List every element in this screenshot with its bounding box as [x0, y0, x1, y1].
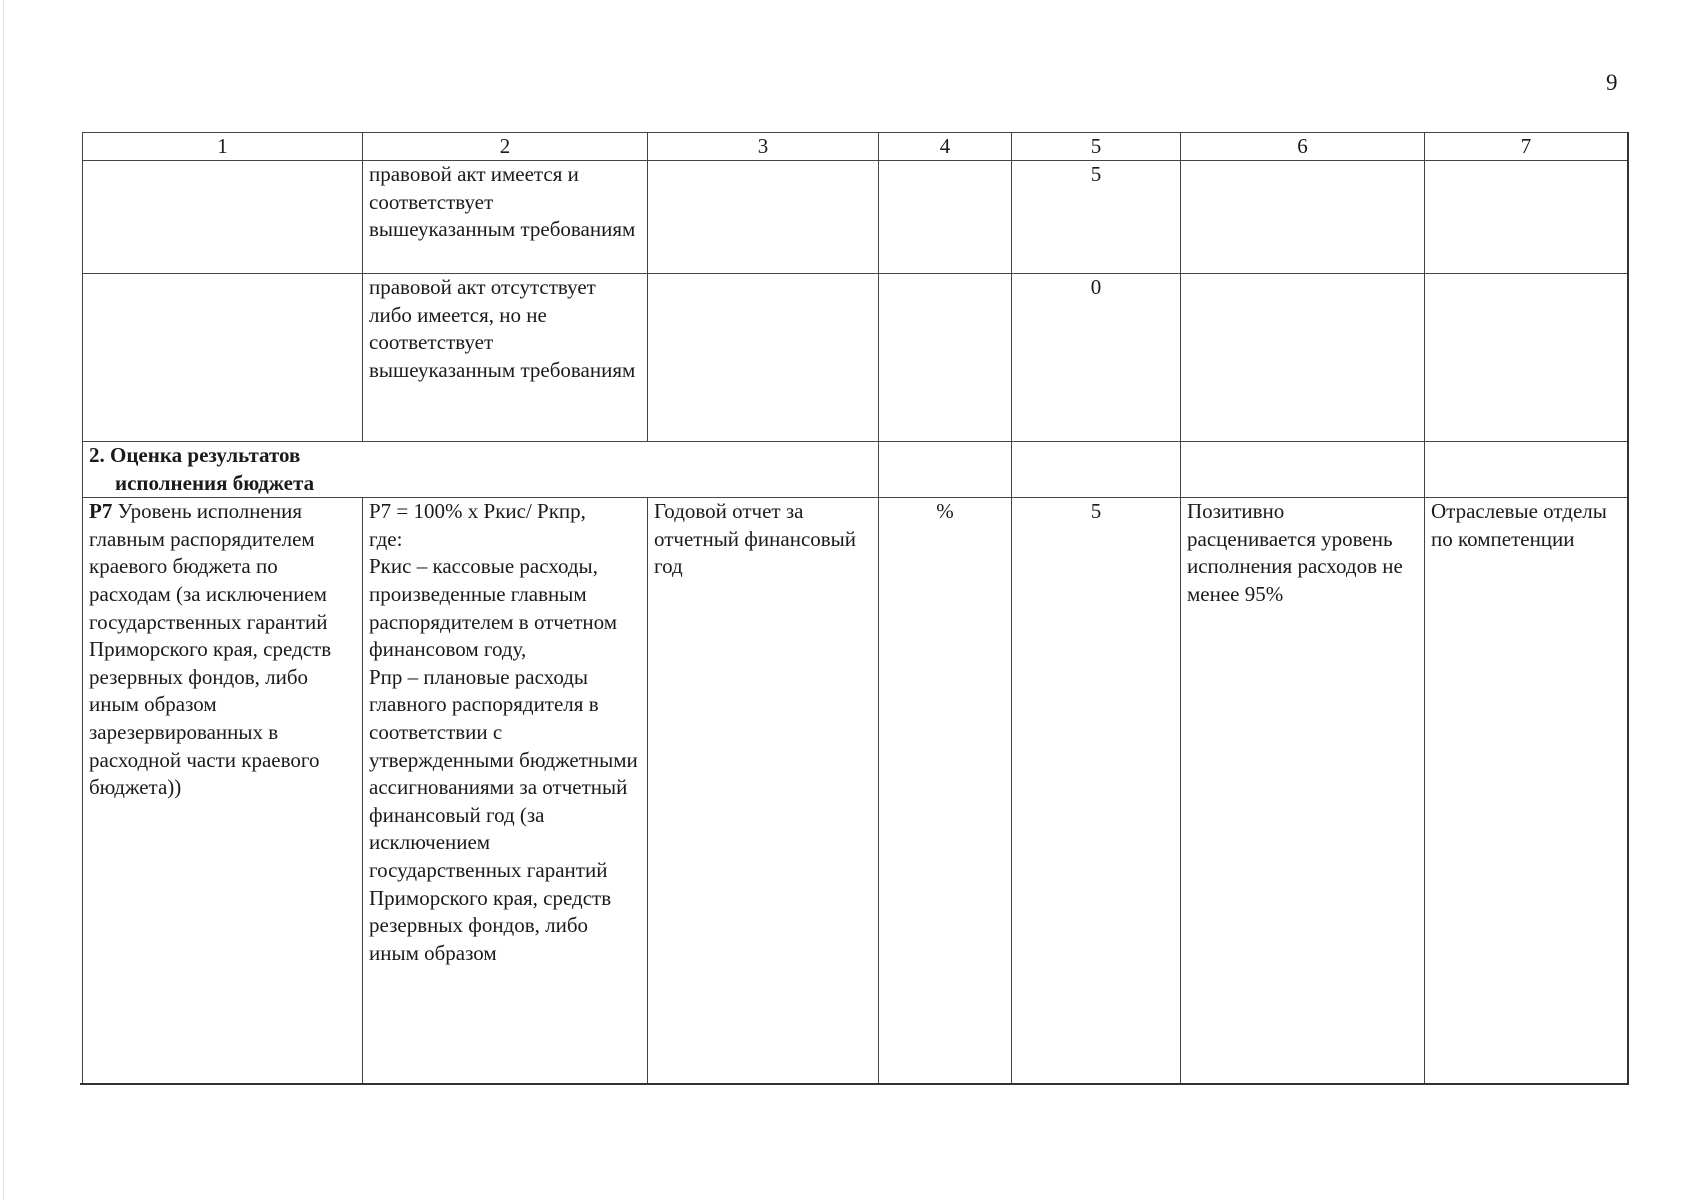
cell-unit [879, 442, 1012, 498]
section-row [83, 442, 1628, 498]
table-row [83, 161, 1628, 274]
formula-definition-actual: Ркис – кассовые расходы, произведенные главным распорядителем в отчетном финансовом году, [369, 554, 618, 662]
cell-score [1012, 442, 1181, 498]
cell-condition: правовой акт отсутствует либо имеется, но не соответствует вышеуказанным требованиям [363, 274, 648, 442]
formula-definition-planned: Рпр – плановые расходы главного распорядителя в соответствии с утвержденными бюджетными ассигнованиями за отчетный финансовый год (за исключением государственных гарантий Приморского края, средств резервных фондов, либо иным образом [369, 664, 638, 965]
section-heading-line1: 2. Оценка результатов [89, 443, 301, 467]
cell-comment [1181, 274, 1425, 442]
cell-responsible [1425, 161, 1628, 274]
cell-responsible [1425, 274, 1628, 442]
table-row [83, 274, 1628, 442]
cell-source [648, 161, 879, 274]
evaluation-table [82, 132, 1628, 1084]
cell-indicator [83, 274, 363, 442]
cell-unit [879, 161, 1012, 274]
cell-score: 5 [1012, 498, 1181, 1084]
column-number-1: 1 [83, 133, 363, 161]
page-number: 9 [1606, 70, 1618, 95]
formula-where: где: [369, 526, 403, 551]
cell-unit: % [879, 498, 1012, 1084]
cell-responsible: Отраслевые отделы по компетенции [1425, 498, 1628, 1084]
column-number-row [83, 133, 1628, 161]
cell-responsible [1425, 442, 1628, 498]
cell-condition: правовой акт имеется и соответствует вышеуказанным требованиям [363, 161, 648, 274]
cell-comment [1181, 442, 1425, 498]
cell-score: 0 [1012, 274, 1181, 442]
column-number-3: 3 [648, 133, 879, 161]
section-heading-line2: исполнения бюджета [115, 470, 315, 495]
indicator-description: Уровень исполнения главным распорядителем краевого бюджета по расходам (за исключением государственных гарантий Приморского края, средств резервных фондов, либо иным образом зарезервированных в расходной части краевого бюджета)) [89, 499, 332, 800]
column-number-4: 4 [879, 133, 1012, 161]
cell-source [648, 274, 879, 442]
cell-unit [879, 274, 1012, 442]
indicator-code: Р7 [89, 499, 113, 524]
cell-indicator [83, 161, 363, 274]
formula: Р7 = 100% х Ркис/ Ркпр, [369, 499, 586, 524]
indicator-p7-row [83, 498, 1628, 1084]
column-number-5: 5 [1012, 133, 1181, 161]
cell-score: 5 [1012, 161, 1181, 274]
section-heading [83, 442, 879, 498]
column-number-2: 2 [363, 133, 648, 161]
column-number-6: 6 [1181, 133, 1425, 161]
table-border-bottom [80, 1083, 1629, 1085]
table-border-right [1627, 132, 1629, 1085]
cell-source: Годовой отчет за отчетный финансовый год [648, 498, 879, 1084]
cell-comment: Позитивно расценивается уровень исполнения расходов не менее 95% [1181, 498, 1425, 1084]
cell-indicator [83, 498, 363, 1084]
column-number-7: 7 [1425, 133, 1628, 161]
cell-condition [363, 498, 648, 1084]
cell-comment [1181, 161, 1425, 274]
scan-margin-line [3, 0, 4, 1200]
